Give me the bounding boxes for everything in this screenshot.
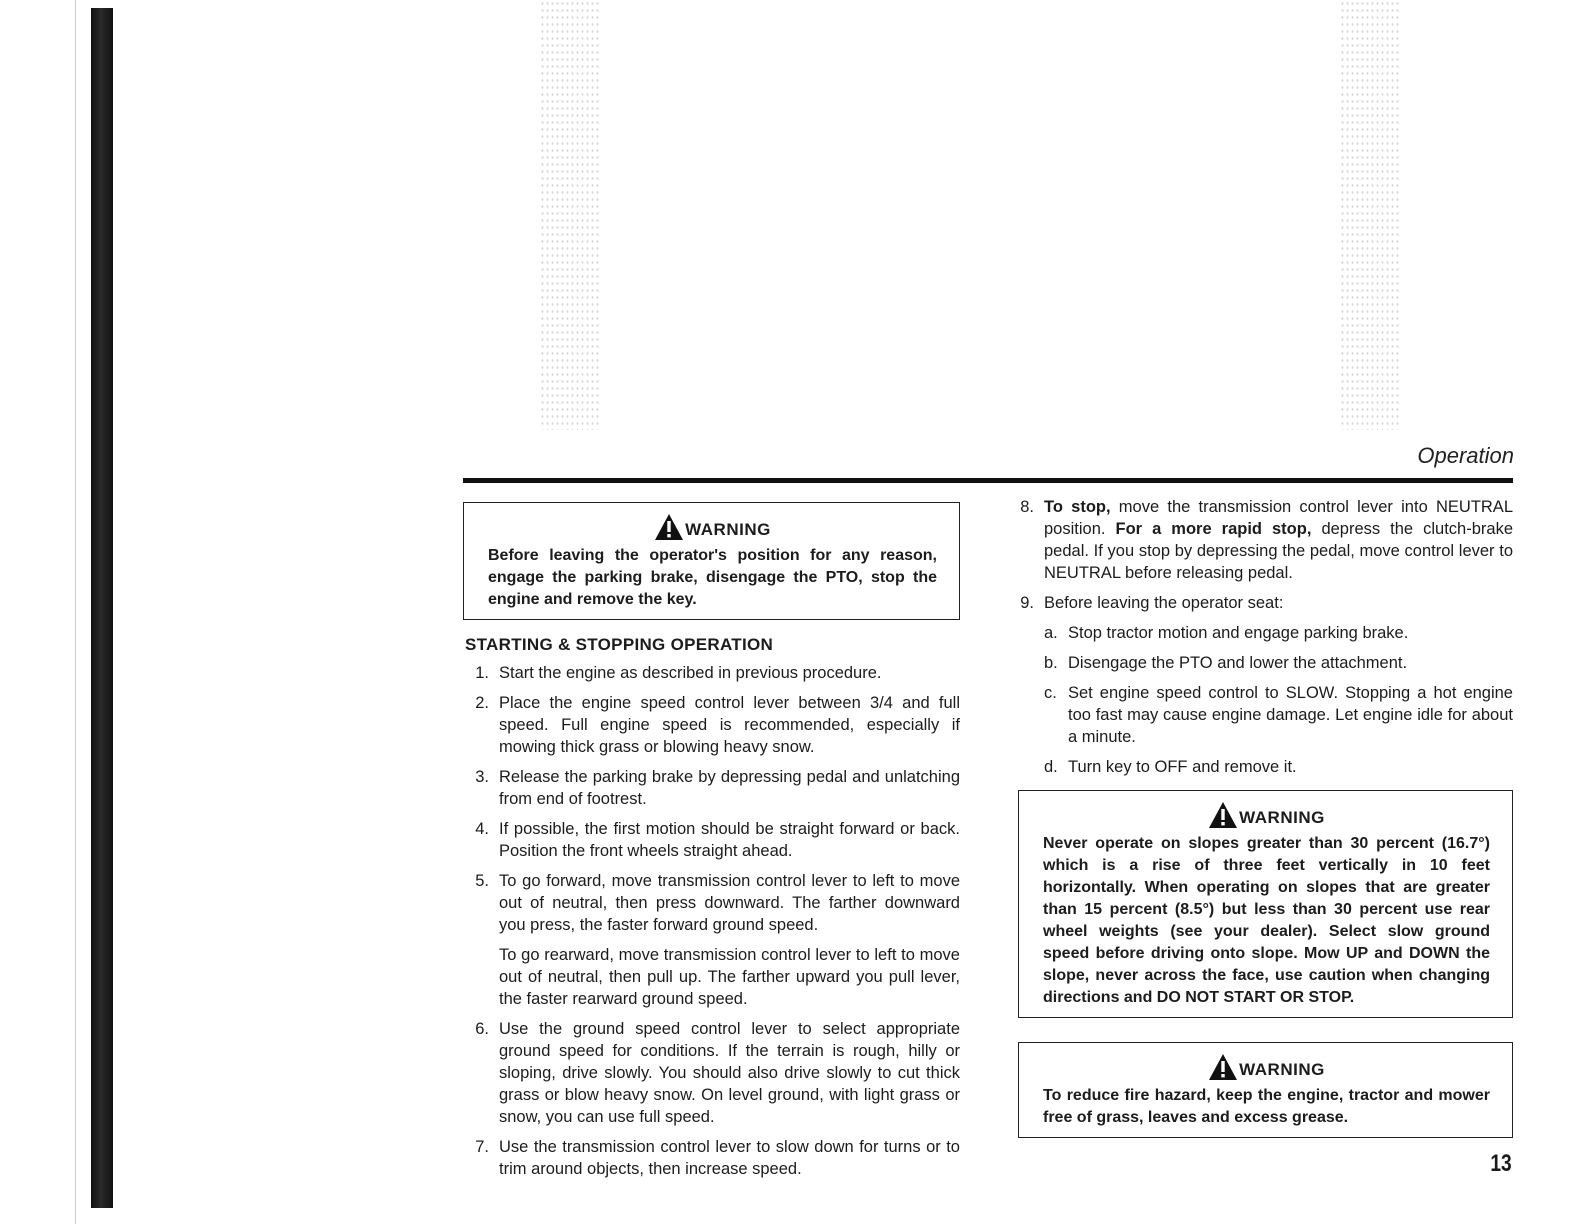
section-heading: STARTING & STOPPING OPERATION <box>465 635 774 654</box>
sub-text: Stop tractor motion and engage parking brake. <box>1068 624 1409 642</box>
step-text: If possible, the first motion should be straight forward or back. Position the front wheels straight ahead. <box>499 820 960 860</box>
warning-label: WARNING <box>685 520 771 539</box>
list-item <box>463 1018 960 1128</box>
list-item <box>463 870 960 1010</box>
list-item <box>1008 496 1513 584</box>
step-text: Release the parking brake by depressing pedal and unlatching from end of footrest. <box>499 768 960 808</box>
sub-item <box>1044 756 1513 778</box>
step-bold-text: For a more rapid stop, <box>1115 520 1312 538</box>
step-number: 7. <box>475 1138 489 1156</box>
sub-letter: b. <box>1044 654 1058 672</box>
sub-letter: d. <box>1044 758 1058 776</box>
right-column <box>1018 496 1513 1138</box>
section-title: Operation <box>1417 443 1514 468</box>
step-text-fragment: depress the clutch-brake pedal. If you stop by depressing the pedal, move control lever to NEUTRAL before releasing pedal. <box>1044 520 1513 582</box>
step-number: 4. <box>475 820 489 838</box>
step-number: 3. <box>475 768 489 786</box>
step-paragraph: To go rearward, move transmission control lever to left to move out of neutral, then pull up. The farther upward you pull lever, the faster rearward ground speed. <box>499 946 960 1008</box>
sub-item <box>1044 652 1513 674</box>
sub-letter: a. <box>1044 624 1058 642</box>
warning-box-slopes <box>1018 790 1513 1018</box>
page-number: 13 <box>1490 1150 1512 1177</box>
sub-item <box>1044 682 1513 748</box>
step-text <box>1044 592 1513 778</box>
list-item <box>463 818 960 862</box>
header-rule <box>463 478 1513 483</box>
warning-text: Before leaving the operator's position for any reason, engage the parking brake, disengage the PTO, stop the engine and remove the key. <box>488 547 937 608</box>
steps-list <box>463 662 960 1180</box>
warning-header <box>488 513 937 541</box>
step-number: 1. <box>475 664 489 682</box>
step-number: 9. <box>1020 594 1034 612</box>
step-number: 5. <box>475 872 489 890</box>
warning-triangle-icon <box>1208 801 1238 829</box>
warning-header <box>1043 1053 1490 1081</box>
list-item <box>463 766 960 810</box>
sub-item <box>1044 622 1513 644</box>
sub-letter: c. <box>1044 684 1057 702</box>
step-text: Use the ground speed control lever to select appropriate ground speed for conditions. If the terrain is rough, hilly or sloping, drive slowly. You should also drive slowly to cut thick grass or blow heavy snow. On level ground, with light grass or snow, you can use full speed. <box>499 1020 960 1126</box>
list-item <box>463 692 960 758</box>
step-text: Start the engine as described in previous procedure. <box>499 664 882 682</box>
warning-triangle-icon <box>654 513 684 541</box>
warning-text: To reduce fire hazard, keep the engine, tractor and mower free of grass, leaves and excess grease. <box>1043 1087 1490 1126</box>
step-number: 8. <box>1020 498 1034 516</box>
warning-text: Never operate on slopes greater than 30 percent (16.7°) which is a rise of three feet vertically in 10 feet horizontally. When operating on slopes that are greater than 15 percent (8.5°) but less than 30 percent use rear wheel weights (see your dealer). Select slow ground speed before driving onto slope. Mow UP and DOWN the slope, never across the face, use caution when changing directions and DO NOT START OR STOP. <box>1043 835 1490 1006</box>
step-text: Place the engine speed control lever between 3/4 and full speed. Full engine speed is recommended, especially if mowing thick grass or blowing heavy snow. <box>499 694 960 756</box>
step-text: Use the transmission control lever to slow down for turns or to trim around objects, then increase speed. <box>499 1138 960 1178</box>
step-number: 6. <box>475 1020 489 1038</box>
step-text <box>499 870 960 1010</box>
left-column <box>463 502 960 1188</box>
list-item <box>463 662 960 684</box>
list-item <box>463 1136 960 1180</box>
sub-text: Turn key to OFF and remove it. <box>1068 758 1297 776</box>
sub-text: Disengage the PTO and lower the attachment. <box>1068 654 1408 672</box>
warning-label: WARNING <box>1239 1060 1325 1079</box>
sub-text: Set engine speed control to SLOW. Stopping a hot engine too fast may cause engine damage. Let engine idle for about a minute. <box>1068 684 1513 746</box>
binding-strip <box>91 8 113 1208</box>
step-bold-text: To stop, <box>1044 498 1111 516</box>
step-text-fragment: move the transmission control lever into NEUTRAL position. <box>1044 498 1513 538</box>
warning-box-operator-position <box>463 502 960 620</box>
step-paragraph: To go forward, move transmission control lever to left to move out of neutral, then press downward. The farther downward you press, the faster forward ground speed. <box>499 872 960 934</box>
page-binding-edge <box>75 0 76 1224</box>
step-intro: Before leaving the operator seat: <box>1044 594 1284 612</box>
list-item <box>1008 592 1513 778</box>
step-number: 2. <box>475 694 489 712</box>
scan-gutter-right <box>1340 0 1400 430</box>
warning-header <box>1043 801 1490 829</box>
scan-gutter-left <box>540 0 600 430</box>
step-text <box>1044 496 1513 584</box>
steps-list-continued <box>1018 496 1513 778</box>
warning-triangle-icon <box>1208 1053 1238 1081</box>
warning-label: WARNING <box>1239 808 1325 827</box>
warning-box-fire <box>1018 1042 1513 1138</box>
